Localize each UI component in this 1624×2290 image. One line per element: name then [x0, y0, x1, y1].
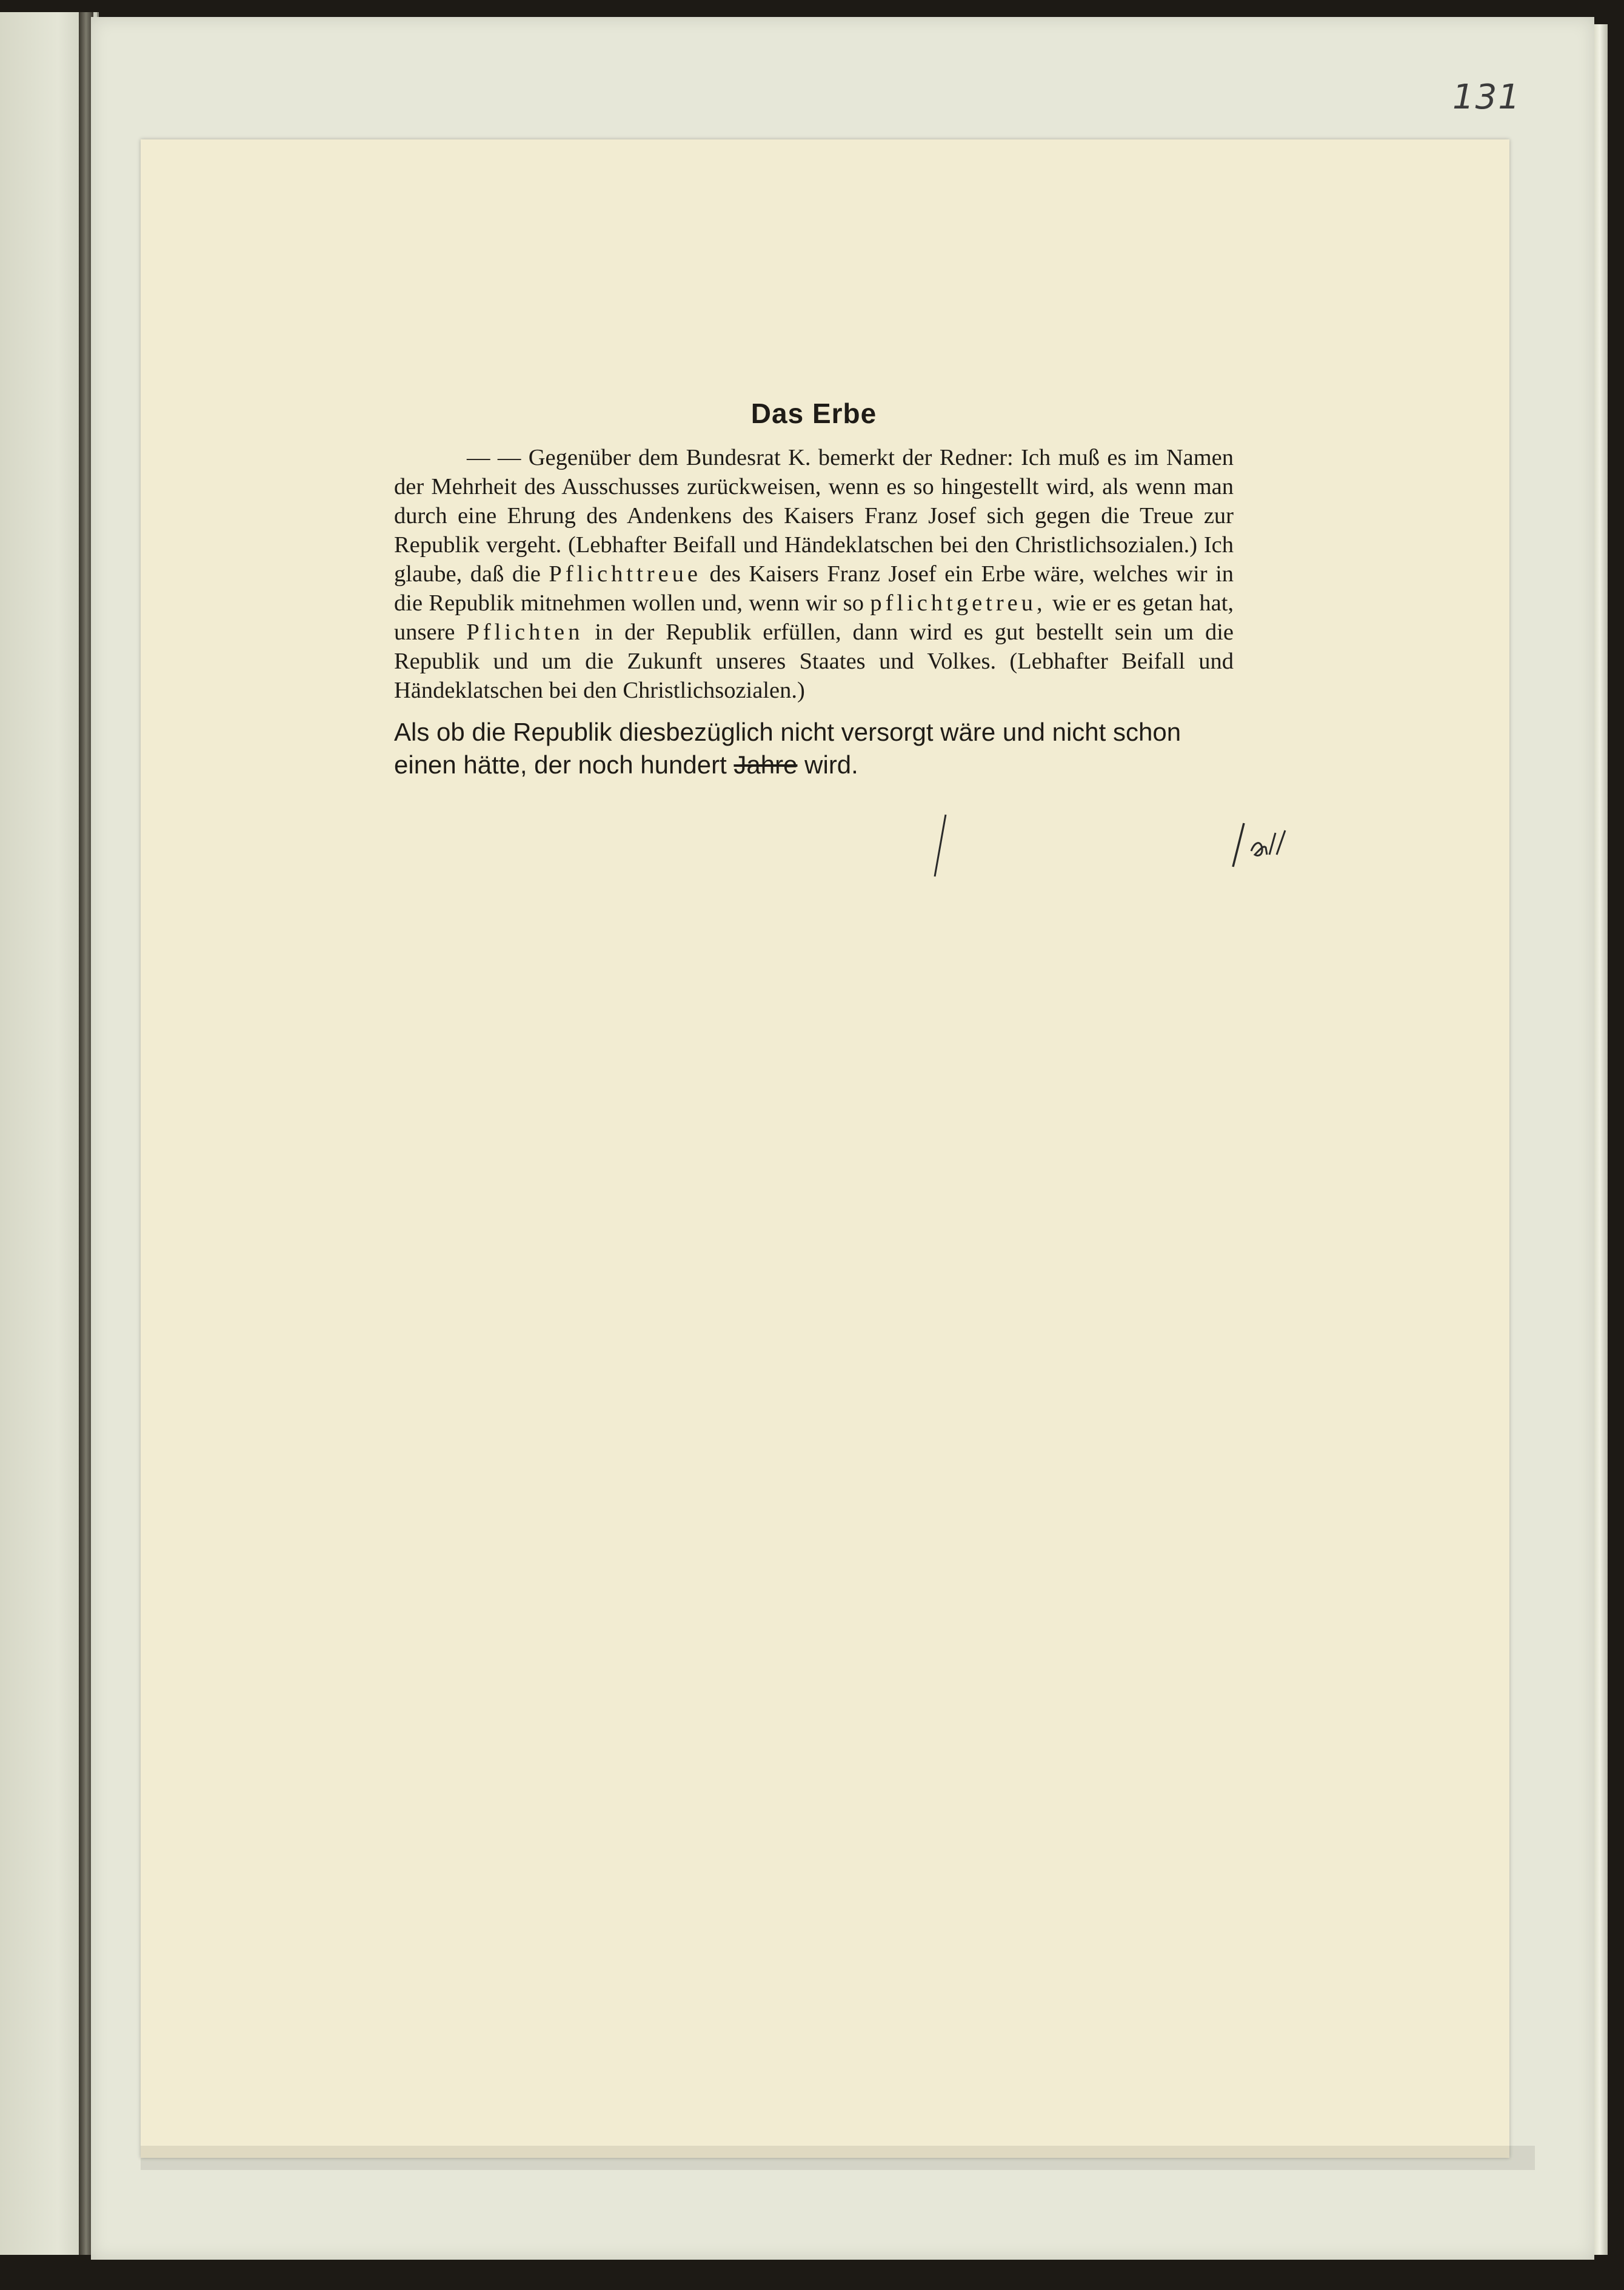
spaced-word-pflichtgetreu: pflichtgetreu,	[870, 590, 1046, 616]
handwritten-margin-note	[1225, 812, 1297, 873]
closing-after-strike: wird.	[804, 750, 858, 779]
intro-dash: — —	[467, 445, 521, 470]
closing-remark	[394, 716, 1234, 781]
closing-before-strike: Als ob die Republik diesbezüglich nicht versorgt wäre und nicht schon einen hätte, der noch hundert	[394, 718, 1181, 779]
insertion-mark	[931, 812, 949, 879]
body-part-3: wie er es getan hat, unsere	[394, 590, 1234, 645]
folio-number: 131	[1452, 78, 1521, 117]
spaced-word-pflichten: Pflichten	[466, 619, 584, 645]
article	[394, 397, 1234, 781]
body-part-2: des Kaisers Franz Josef ein Erbe wäre, welches wir in die Republik mitnehmen wollen und, wenn wir so	[394, 561, 1234, 616]
article-headline: Das Erbe	[750, 398, 877, 429]
spaced-word-pflichttreue: Pflichttreue	[549, 561, 702, 587]
body-part-1: Gegenüber dem Bundesrat K. bemerkt der Redner: Ich muß es im Namen der Mehrheit des Ausschusses zurückweisen, wenn es so hingestellt wird, als wenn man durch eine Ehrung des Andenkens des Kaisers Franz Josef sich gegen die Treue zur Republik vergeht. (Lebhafter Beifall und Händeklatschen bei den Christlichsozialen.) Ich glaube, daß die	[394, 445, 1234, 587]
body-part-4: in der Republik erfüllen, dann wird es gut bestellt sein um die Republik und um die Zukunft unseres Staates und Volkes. (Lebhafter Beifall und Händeklatschen bei den Christlichsozialen.)	[394, 619, 1234, 703]
clipping-shadow	[141, 2146, 1535, 2170]
article-body	[394, 443, 1234, 705]
closing-struck-word: Jahre	[733, 750, 798, 779]
mount-sheet-edge	[1594, 24, 1608, 2255]
